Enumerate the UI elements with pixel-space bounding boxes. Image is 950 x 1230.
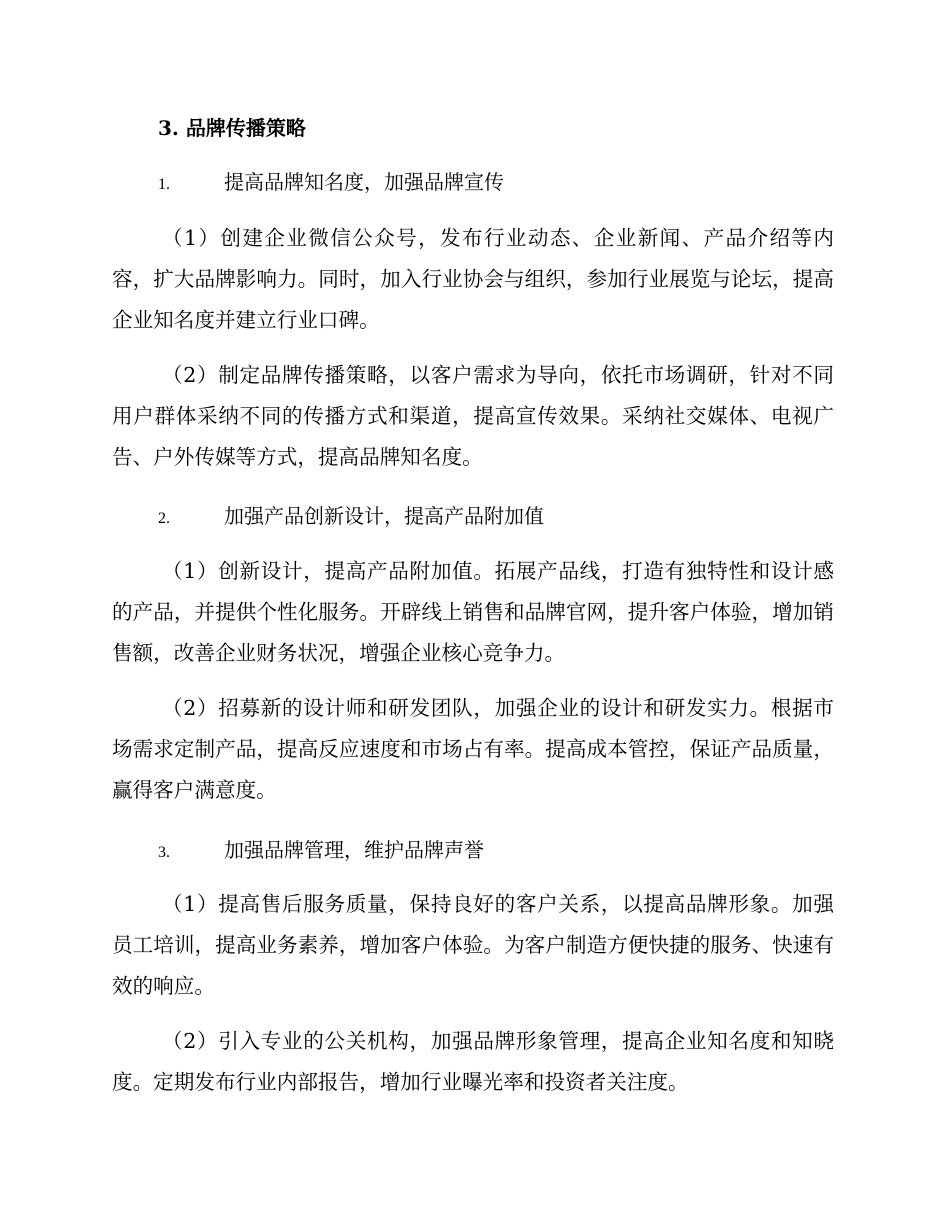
- paragraph: （2）引入专业的公关机构，加强品牌形象管理，提高企业知名度和知晓度。定期发布行业内部报告，增加行业曝光率和投资者关注度。: [112, 1029, 834, 1094]
- paragraph: （1）创建企业微信公众号，发布行业动态、企业新闻、产品介绍等内容，扩大品牌影响力。同时，加入行业协会与组织，参加行业展览与论坛，提高企业知名度并建立行业口碑。: [112, 226, 834, 332]
- paragraph: （2）制定品牌传播策略，以客户需求为导向，依托市场调研，针对不同用户群体采纳不同的传播方式和渠道，提高宣传效果。采纳社交媒体、电视广告、户外传媒等方式，提高品牌知名度。: [112, 363, 834, 469]
- list-number: 3.: [158, 844, 170, 861]
- list-item-2: [158, 502, 544, 533]
- list-item-title: 提高品牌知名度，加强品牌宣传: [224, 170, 504, 194]
- list-number: 1.: [158, 176, 170, 193]
- paragraph: （1）创新设计，提高产品附加值。拓展产品线，打造有独特性和设计感的产品，并提供个性化服务。开辟线上销售和品牌官网，提升客户体验，增加销售额，改善企业财务状况，增强企业核心竞争力。: [112, 559, 834, 665]
- paragraph: （1）提高售后服务质量，保持良好的客户关系，以提高品牌形象。加强员工培训，提高业务素养，增加客户体验。为客户制造方便快捷的服务、快速有效的响应。: [112, 892, 834, 998]
- list-item-3: [158, 836, 484, 867]
- section-heading: 3. 品牌传播策略: [158, 116, 306, 140]
- list-item-title: 加强产品创新设计，提高产品附加值: [224, 504, 544, 528]
- list-number: 2.: [158, 510, 170, 527]
- paragraph: （2）招募新的设计师和研发团队，加强企业的设计和研发实力。根据市场需求定制产品，提高反应速度和市场占有率。提高成本管控，保证产品质量，赢得客户满意度。: [112, 696, 834, 802]
- list-item-1: [158, 168, 504, 199]
- list-item-title: 加强品牌管理，维护品牌声誉: [224, 838, 484, 862]
